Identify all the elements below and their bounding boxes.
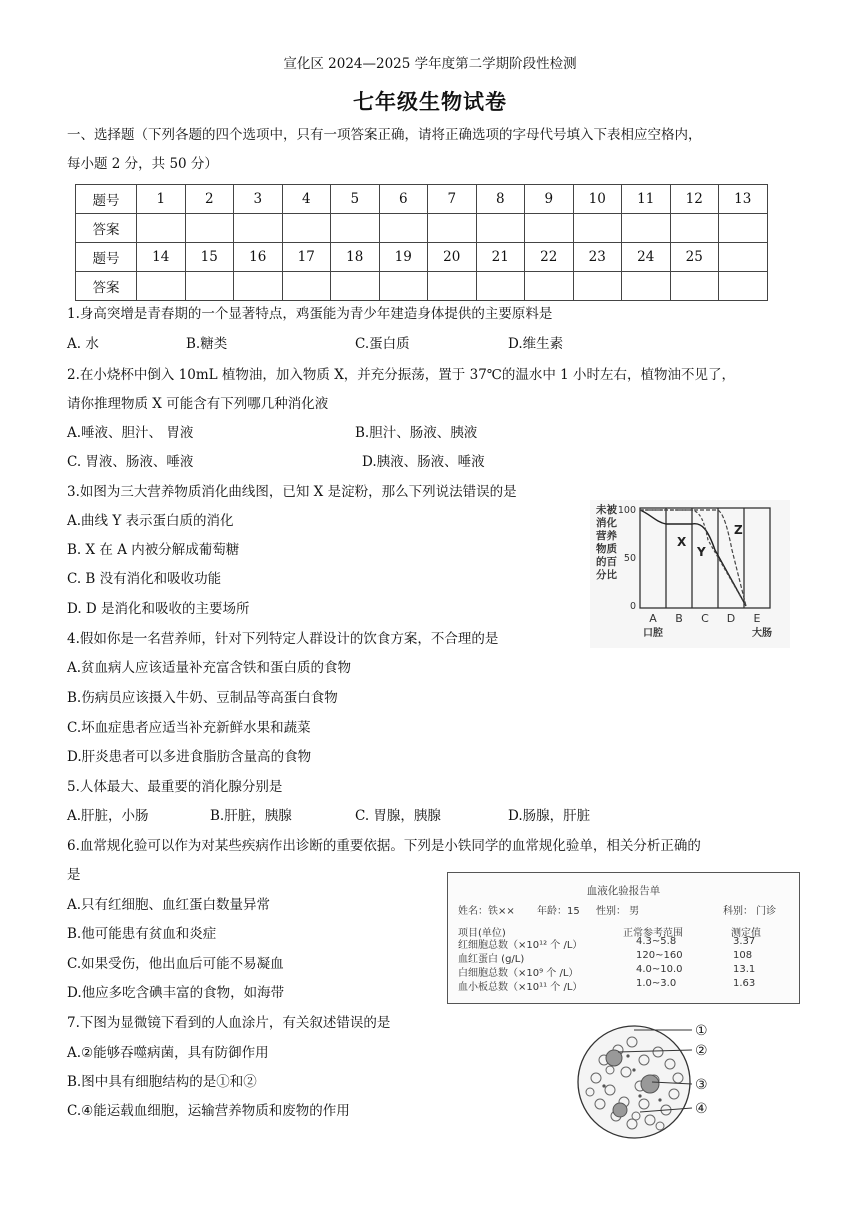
q7-option-c: C.④能运载血细胞，运输营养物质和废物的作用 (67, 1103, 350, 1119)
answer-cell[interactable] (379, 272, 428, 301)
table-row (76, 214, 768, 243)
table-cell-label: 题号 (76, 185, 137, 214)
q6-option-b: B.他可能患有贫血和炎症 (67, 926, 217, 942)
report-header-item: 项目(单位) (458, 928, 506, 939)
table-cell-label: 题号 (76, 243, 137, 272)
q2-stem-line2: 请你推理物质 X 可能含有下列哪几种消化液 (67, 396, 329, 412)
q3-option-d: D. D 是消化和吸收的主要场所 (67, 601, 250, 617)
answer-cell[interactable] (719, 214, 768, 243)
q1-option-a: A. 水 (67, 336, 99, 352)
table-cell: 17 (282, 243, 331, 272)
q4-stem: 4.假如你是一名营养师，针对下列特定人群设计的饮食方案，不合理的是 (67, 631, 499, 647)
q3-option-b: B. X 在 A 内被分解成葡萄糖 (67, 542, 240, 558)
q2-option-d: D.胰液、肠液、唾液 (362, 454, 485, 470)
q7-stem: 7.下图为显微镜下看到的人血涂片，有关叙述错误的是 (67, 1015, 391, 1031)
curve-label-z: Z (734, 523, 743, 537)
table-cell: 18 (331, 243, 380, 272)
x-tick-label: D (726, 612, 736, 625)
table-cell: 14 (137, 243, 186, 272)
answer-cell[interactable] (573, 272, 622, 301)
q5-option-b: B.肝脏，胰腺 (210, 808, 292, 824)
report-row-range: 4.0~10.0 (636, 964, 683, 975)
digestion-curve-figure (590, 500, 790, 648)
answer-cell[interactable] (622, 272, 671, 301)
answer-cell[interactable] (670, 272, 719, 301)
report-row-range: 120~160 (636, 950, 683, 961)
report-name: 姓名：铁×× (458, 906, 515, 917)
report-row-item: 白细胞总数（×10⁹ 个 /L） (458, 968, 579, 979)
q6-option-d: D.他应多吃含碘丰富的食物，如海带 (67, 985, 285, 1001)
x-sublabel-mouth: 口腔 (643, 628, 663, 639)
y-axis-label-line: 分比 (596, 569, 617, 581)
answer-cell[interactable] (282, 272, 331, 301)
answer-cell[interactable] (525, 272, 574, 301)
report-title: 血液化验报告单 (586, 885, 661, 897)
q3-option-c: C. B 没有消化和吸收功能 (67, 571, 222, 587)
answer-cell[interactable] (379, 214, 428, 243)
q3-option-a: A.曲线 Y 表示蛋白质的消化 (67, 513, 234, 529)
table-cell: 1 (137, 185, 186, 214)
curve-label-x: X (677, 535, 687, 549)
q2-option-b: B.胆汁、肠液、胰液 (355, 425, 478, 441)
q4-option-a: A.贫血病人应该适量补充富含铁和蛋白质的食物 (67, 660, 352, 676)
answer-cell[interactable] (670, 214, 719, 243)
answer-cell[interactable] (476, 214, 525, 243)
q2-option-a: A.唾液、胆汁、 胃液 (67, 425, 194, 441)
y-axis-label-line: 物质 (596, 543, 617, 555)
q3-stem: 3.如图为三大营养物质消化曲线图，已知 X 是淀粉，那么下列说法错误的是 (67, 484, 517, 500)
report-header-value: 测定值 (731, 928, 761, 939)
q2-stem-line1: 2.在小烧杯中倒入 10mL 植物油，加入物质 X，并充分振荡，置于 37℃的温水中 1 小时左右，植物油不见了， (67, 367, 736, 383)
report-row-value: 108 (733, 950, 753, 961)
answer-cell[interactable] (137, 272, 186, 301)
q6-stem-line1: 6.血常规化验可以作为对某些疾病作出诊断的重要依据。下列是小铁同学的血常规化验单，相关分析正确的 (67, 838, 701, 854)
smear-label-2: ② (695, 1043, 708, 1059)
q4-option-b: B.伤病员应该摄入牛奶、豆制品等高蛋白食物 (67, 690, 338, 706)
y-axis-label-line: 消化 (596, 517, 617, 529)
table-cell: 3 (234, 185, 283, 214)
q6-option-c: C.如果受伤，他出血后可能不易凝血 (67, 956, 284, 972)
answer-cell[interactable] (525, 214, 574, 243)
section-instruction-line2: 每小题 2 分，共 50 分） (67, 156, 218, 172)
table-cell: 11 (622, 185, 671, 214)
smear-label-3: ③ (695, 1077, 708, 1093)
q7-option-b: B.图中具有细胞结构的是①和② (67, 1074, 257, 1090)
report-age: 年龄：15 (537, 906, 580, 917)
x-tick-label: B (675, 612, 683, 625)
q5-stem: 5.人体最大、最重要的消化腺分别是 (67, 779, 283, 795)
curve-label-y: Y (697, 545, 706, 559)
table-cell-label: 答案 (76, 272, 137, 301)
table-cell: 19 (379, 243, 428, 272)
y-axis-label-line: 未被 (596, 504, 617, 516)
q5-option-a: A.肝脏，小肠 (67, 808, 149, 824)
y-tick-label: 100 (617, 505, 636, 516)
table-cell: 23 (573, 243, 622, 272)
table-cell: 4 (282, 185, 331, 214)
answer-cell[interactable] (428, 214, 477, 243)
table-cell: 5 (331, 185, 380, 214)
q1-option-d: D.维生素 (508, 336, 564, 352)
table-cell: 6 (379, 185, 428, 214)
blood-smear-figure (574, 1020, 720, 1140)
section-instruction-line1: 一、选择题（下列各题的四个选项中，只有一项答案正确，请将正确选项的字母代号填入下表相应空格内， (67, 127, 702, 143)
answer-cell[interactable] (719, 272, 768, 301)
report-row-value: 13.1 (733, 964, 756, 975)
table-cell: 13 (719, 185, 768, 214)
x-sublabel-large-intestine: 大肠 (752, 628, 772, 639)
answer-table (75, 184, 768, 301)
exam-subtitle: 宣化区 2024—2025 学年度第二学期阶段性检测 (283, 56, 577, 72)
table-cell: 20 (428, 243, 477, 272)
table-cell-label: 答案 (76, 214, 137, 243)
table-cell: 24 (622, 243, 671, 272)
y-tick-label: 0 (629, 601, 636, 612)
answer-cell[interactable] (234, 214, 283, 243)
answer-cell[interactable] (234, 272, 283, 301)
q5-option-c: C. 胃腺，胰腺 (355, 808, 441, 824)
report-row-range: 1.0~3.0 (636, 978, 677, 989)
report-row-item: 血红蛋白 (g/L) (458, 954, 525, 965)
answer-cell[interactable] (622, 214, 671, 243)
table-cell: 10 (573, 185, 622, 214)
smear-label-4: ④ (695, 1101, 708, 1117)
table-row (76, 243, 768, 272)
y-axis-label-line: 的百 (596, 556, 617, 568)
answer-cell[interactable] (331, 272, 380, 301)
table-row (76, 272, 768, 301)
x-tick-label: A (649, 612, 657, 625)
q1-stem: 1.身高突增是青春期的一个显著特点，鸡蛋能为青少年建造身体提供的主要原料是 (67, 306, 553, 322)
answer-cell[interactable] (428, 272, 477, 301)
report-sex: 性别： 男 (596, 906, 640, 917)
table-cell: 7 (428, 185, 477, 214)
table-cell: 22 (525, 243, 574, 272)
answer-cell[interactable] (185, 272, 234, 301)
x-tick-label: E (753, 612, 761, 625)
table-cell: 21 (476, 243, 525, 272)
y-tick-label: 50 (623, 553, 636, 564)
q6-stem-line2: 是 (67, 867, 81, 883)
answer-cell[interactable] (331, 214, 380, 243)
q2-option-c: C. 胃液、肠液、唾液 (67, 454, 194, 470)
report-row-range: 4.3~5.8 (636, 936, 677, 947)
q4-option-c: C.坏血症患者应适当补充新鲜水果和蔬菜 (67, 720, 311, 736)
q1-option-b: B.糖类 (186, 336, 228, 352)
report-row-item: 血小板总数（×10¹¹ 个 /L） (458, 982, 583, 993)
table-cell: 12 (670, 185, 719, 214)
table-cell: 15 (185, 243, 234, 272)
y-axis-label-line: 营养 (596, 530, 617, 542)
q6-option-a: A.只有红细胞、血红蛋白数量异常 (67, 897, 271, 913)
table-cell (719, 243, 768, 272)
answer-cell[interactable] (573, 214, 622, 243)
exam-title: 七年级生物试卷 (353, 89, 507, 114)
q4-option-d: D.肝炎患者可以多进食脂肪含量高的食物 (67, 749, 312, 765)
blood-test-report (447, 872, 800, 1004)
answer-cell[interactable] (185, 214, 234, 243)
report-header-range: 正常参考范围 (623, 928, 683, 939)
smear-label-1: ① (695, 1023, 708, 1039)
report-row-value: 1.63 (733, 978, 756, 989)
q5-option-d: D.肠腺，肝脏 (508, 808, 591, 824)
q7-option-a: A.②能够吞噬病菌，具有防御作用 (67, 1045, 269, 1061)
table-cell: 2 (185, 185, 234, 214)
answer-cell[interactable] (137, 214, 186, 243)
table-cell: 9 (525, 185, 574, 214)
table-cell: 16 (234, 243, 283, 272)
answer-cell[interactable] (282, 214, 331, 243)
table-cell: 8 (476, 185, 525, 214)
q1-option-c: C.蛋白质 (355, 336, 410, 352)
x-tick-label: C (701, 612, 709, 625)
table-row (76, 185, 768, 214)
report-row-item: 红细胞总数（×10¹² 个 /L） (458, 940, 583, 951)
report-row-value: 3.37 (733, 936, 756, 947)
table-cell: 25 (670, 243, 719, 272)
report-dept: 科别： 门诊 (723, 906, 777, 917)
answer-cell[interactable] (476, 272, 525, 301)
